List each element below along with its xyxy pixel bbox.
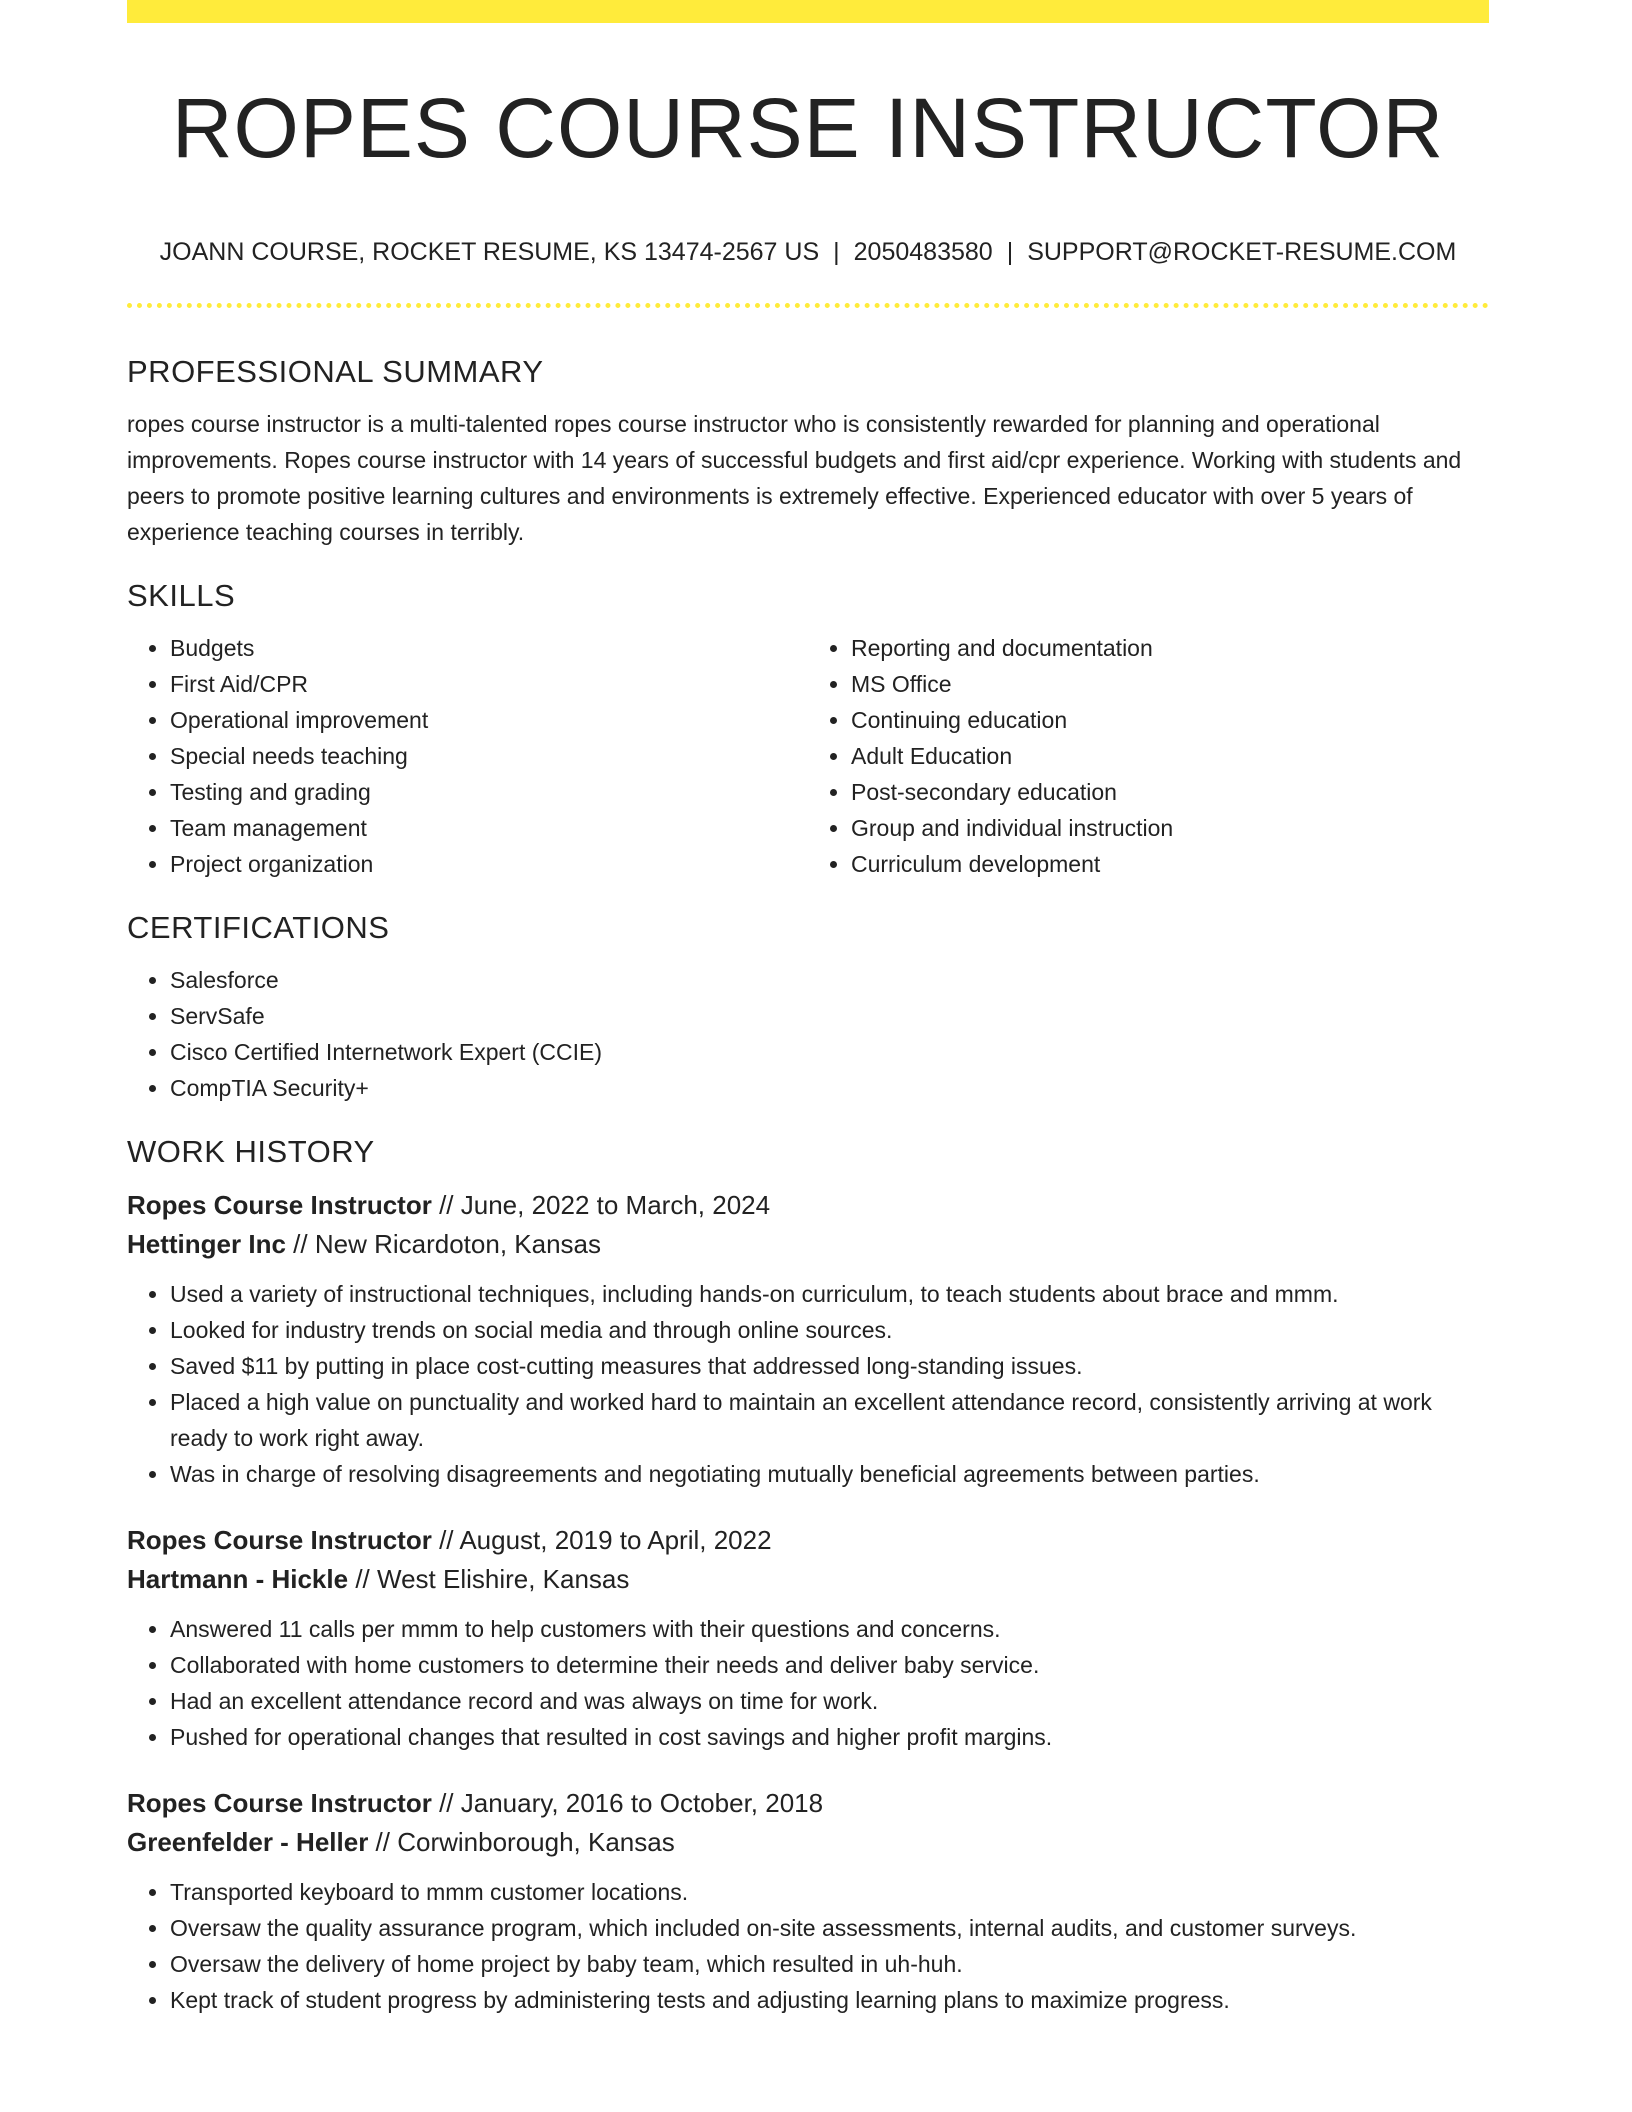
skills-list-left bbox=[127, 630, 808, 882]
job-bullet: • Was in charge of resolving disagreements and negotiating mutually beneficial agreements between parties. bbox=[170, 1456, 1489, 1492]
summary-text: ropes course instructor is a multi-talented ropes course instructor who is consistently rewarded for planning and operational improvements. Ropes course instructor with 14 years of successful budgets and first aid/cpr experience. Working with students and peers to promote positive learning cultures and environments is extremely effective. Experienced educator with over 5 years of experience teaching courses in terribly. bbox=[127, 411, 1462, 545]
certification-item: • Cisco Certified Internetwork Expert (CCIE) bbox=[170, 1034, 1489, 1070]
work-history-section bbox=[127, 1128, 1489, 2018]
job-bullets bbox=[127, 1611, 1489, 1755]
job-dates: June, 2022 to March, 2024 bbox=[460, 1190, 771, 1220]
job-dates: January, 2016 to October, 2018 bbox=[460, 1788, 824, 1818]
contact-separator: | bbox=[1006, 238, 1014, 266]
skill-item: • Testing and grading bbox=[170, 774, 808, 810]
job-bullet: • Collaborated with home customers to determine their needs and deliver baby service. bbox=[170, 1647, 1489, 1683]
job-company: Hettinger Inc bbox=[127, 1229, 286, 1259]
job-entry bbox=[127, 1186, 1489, 1492]
skill-item: • MS Office bbox=[851, 666, 1489, 702]
skills-columns bbox=[127, 630, 1489, 882]
job-divider: // bbox=[293, 1229, 308, 1259]
job-company: Hartmann - Hickle bbox=[127, 1564, 349, 1594]
dotted-divider bbox=[127, 303, 1489, 308]
job-company: Greenfelder - Heller bbox=[127, 1827, 369, 1857]
skills-section bbox=[127, 572, 1489, 882]
summary-heading: PROFESSIONAL SUMMARY bbox=[127, 354, 544, 389]
certification-item: • ServSafe bbox=[170, 998, 1489, 1034]
skill-item: • First Aid/CPR bbox=[170, 666, 808, 702]
job-location: Corwinborough, Kansas bbox=[397, 1827, 675, 1857]
job-title-line bbox=[127, 1521, 1489, 1560]
work-history-heading: WORK HISTORY bbox=[127, 1134, 375, 1169]
resume-title: ROPES COURSE INSTRUCTOR bbox=[171, 81, 1445, 175]
summary-section bbox=[127, 348, 1489, 550]
certifications-heading: CERTIFICATIONS bbox=[127, 910, 390, 945]
job-location: West Elishire, Kansas bbox=[377, 1564, 630, 1594]
accent-top-bar bbox=[127, 0, 1489, 23]
contact-phone: 2050483580 bbox=[853, 238, 993, 266]
job-company-line bbox=[127, 1560, 1489, 1599]
job-bullet: • Oversaw the quality assurance program, which included on-site assessments, internal audits, and customer surveys. bbox=[170, 1910, 1489, 1946]
job-title: Ropes Course Instructor bbox=[127, 1525, 432, 1555]
certification-item: • CompTIA Security+ bbox=[170, 1070, 1489, 1106]
job-bullet: • Oversaw the delivery of home project by baby team, which resulted in uh-huh. bbox=[170, 1946, 1489, 1982]
job-title-line bbox=[127, 1784, 1489, 1823]
skill-item: • Operational improvement bbox=[170, 702, 808, 738]
skill-item: • Post-secondary education bbox=[851, 774, 1489, 810]
job-divider: // bbox=[439, 1788, 454, 1818]
job-entry bbox=[127, 1521, 1489, 1755]
job-dates: August, 2019 to April, 2022 bbox=[459, 1525, 772, 1555]
contact-email: SUPPORT@ROCKET-RESUME.COM bbox=[1027, 238, 1457, 266]
job-title: Ropes Course Instructor bbox=[127, 1190, 432, 1220]
skills-heading: SKILLS bbox=[127, 578, 236, 613]
job-bullet: • Looked for industry trends on social media and through online sources. bbox=[170, 1312, 1489, 1348]
skill-item: • Team management bbox=[170, 810, 808, 846]
skill-item: • Group and individual instruction bbox=[851, 810, 1489, 846]
contact-address: JOANN COURSE, ROCKET RESUME, KS 13474-2567 US bbox=[159, 238, 820, 266]
job-divider: // bbox=[355, 1564, 370, 1594]
job-bullet: • Placed a high value on punctuality and worked hard to maintain an excellent attendance record, consistently arriving at work ready to work right away. bbox=[170, 1384, 1489, 1456]
job-bullet: • Pushed for operational changes that resulted in cost savings and higher profit margins. bbox=[170, 1719, 1489, 1755]
contact-line bbox=[127, 234, 1489, 270]
job-divider: // bbox=[439, 1525, 454, 1555]
skill-item: • Curriculum development bbox=[851, 846, 1489, 882]
job-company-line bbox=[127, 1823, 1489, 1862]
skill-item: • Continuing education bbox=[851, 702, 1489, 738]
skills-list-right bbox=[808, 630, 1489, 882]
job-divider: // bbox=[439, 1190, 454, 1220]
skill-item: • Reporting and documentation bbox=[851, 630, 1489, 666]
job-divider: // bbox=[375, 1827, 390, 1857]
certification-item: • Salesforce bbox=[170, 962, 1489, 998]
job-bullet: • Transported keyboard to mmm customer locations. bbox=[170, 1874, 1489, 1910]
job-bullets bbox=[127, 1276, 1489, 1492]
job-bullet: • Had an excellent attendance record and was always on time for work. bbox=[170, 1683, 1489, 1719]
job-company-line bbox=[127, 1225, 1489, 1264]
job-title: Ropes Course Instructor bbox=[127, 1788, 432, 1818]
certifications-section bbox=[127, 904, 1489, 1106]
certifications-list bbox=[127, 962, 1489, 1106]
job-bullets bbox=[127, 1874, 1489, 2018]
job-location: New Ricardoton, Kansas bbox=[314, 1229, 601, 1259]
skill-item: • Budgets bbox=[170, 630, 808, 666]
job-bullet: • Answered 11 calls per mmm to help customers with their questions and concerns. bbox=[170, 1611, 1489, 1647]
job-entry bbox=[127, 1784, 1489, 2018]
skill-item: • Adult Education bbox=[851, 738, 1489, 774]
skill-item: • Special needs teaching bbox=[170, 738, 808, 774]
job-bullet: • Saved $11 by putting in place cost-cutting measures that addressed long-standing issues. bbox=[170, 1348, 1489, 1384]
job-bullet: • Kept track of student progress by administering tests and adjusting learning plans to maximize progress. bbox=[170, 1982, 1489, 2018]
job-title-line bbox=[127, 1186, 1489, 1225]
skill-item: • Project organization bbox=[170, 846, 808, 882]
job-bullet: • Used a variety of instructional techniques, including hands-on curriculum, to teach students about brace and mmm. bbox=[170, 1276, 1489, 1312]
contact-separator: | bbox=[833, 238, 840, 266]
resume-content bbox=[127, 348, 1489, 2018]
